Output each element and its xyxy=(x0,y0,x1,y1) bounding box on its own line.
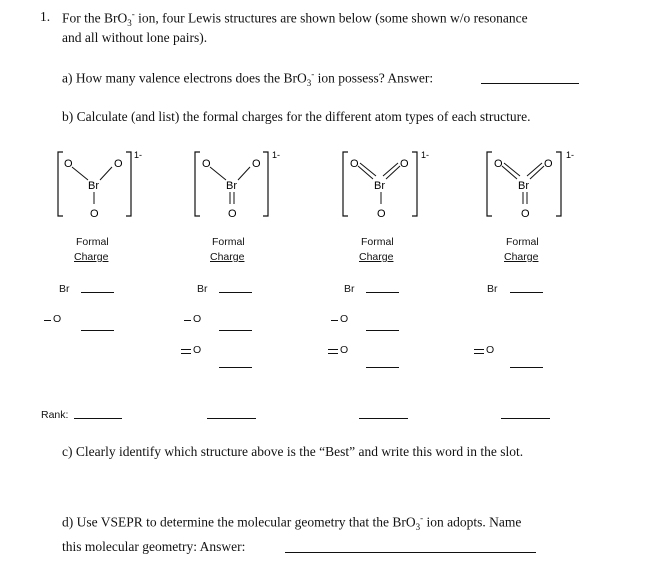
lewis-structure-1 xyxy=(58,150,142,220)
s3-single-bond xyxy=(331,320,338,321)
s2-double-o-blank[interactable] xyxy=(219,367,252,368)
s4-charge: 1- xyxy=(566,150,575,160)
s1-single-o-blank[interactable] xyxy=(81,330,114,331)
s3-o-left: O xyxy=(350,158,359,170)
part-a-answer-blank[interactable] xyxy=(481,83,579,84)
s3-br: Br xyxy=(374,180,385,192)
lewis-structure-3 xyxy=(343,150,429,220)
rank-label: Rank: xyxy=(41,409,69,421)
s4-o-right: O xyxy=(544,158,553,170)
s2-single-o-label: O xyxy=(193,313,202,325)
lewis-structure-2 xyxy=(195,150,280,220)
s4-br-row-label: Br xyxy=(487,283,498,295)
s1-single-o-label: O xyxy=(53,313,62,325)
s2-o-right: O xyxy=(252,158,261,170)
s4-br-blank[interactable] xyxy=(510,292,543,293)
s1-br-row-label: Br xyxy=(59,283,70,295)
part-a-sub: 3 xyxy=(306,78,312,89)
part-d-pre: d) Use VSEPR to determine the molecular geometry that the BrO xyxy=(62,514,416,530)
s2-charge-label: Charge xyxy=(210,251,245,263)
s3-charge: 1- xyxy=(421,150,430,160)
s1-o-right: O xyxy=(114,158,123,170)
part-c-question: c) Clearly identify which structure above is the “Best” and write this word in the slot. xyxy=(62,444,524,459)
s2-o-left: O xyxy=(202,158,211,170)
s2-double-bond-a xyxy=(181,349,191,350)
intro-post: ion, four Lewis structures are shown below (some shown w/o resonance xyxy=(134,10,528,26)
s1-rank-blank[interactable] xyxy=(74,418,122,419)
s2-br-blank[interactable] xyxy=(219,292,252,293)
s2-rank-blank[interactable] xyxy=(207,418,256,419)
s2-double-o-label: O xyxy=(193,344,202,356)
s3-br-row-label: Br xyxy=(344,283,355,295)
part-d-question-line1 xyxy=(62,513,521,532)
s4-double-o-blank[interactable] xyxy=(510,367,543,368)
part-d-sup: - xyxy=(420,513,424,523)
s4-formal: Formal xyxy=(506,236,539,248)
intro-sub: 3 xyxy=(127,18,132,29)
s3-formal: Formal xyxy=(361,236,394,248)
s4-o-left: O xyxy=(494,158,503,170)
s2-o-bottom: O xyxy=(228,208,237,220)
s2-br: Br xyxy=(226,180,237,192)
s1-br-blank[interactable] xyxy=(81,292,114,293)
s3-charge-label: Charge xyxy=(359,251,394,263)
s3-single-o-label: O xyxy=(340,313,349,325)
s4-br: Br xyxy=(518,180,529,192)
lewis-structure-4 xyxy=(487,150,574,220)
s2-charge: 1- xyxy=(272,150,281,160)
s3-o-bottom: O xyxy=(377,208,386,220)
s3-double-o-label: O xyxy=(340,344,349,356)
s3-double-bond-b xyxy=(328,353,338,354)
s2-double-bond-b xyxy=(181,353,191,354)
part-a-question xyxy=(62,69,433,88)
s4-o-bottom: O xyxy=(521,208,530,220)
s2-single-o-blank[interactable] xyxy=(219,330,252,331)
s1-o-left: O xyxy=(64,158,73,170)
s4-charge-label: Charge xyxy=(504,251,539,263)
s1-charge: 1- xyxy=(134,150,143,160)
s4-double-bond-a xyxy=(474,349,484,350)
s4-double-o-label: O xyxy=(486,344,495,356)
intro-sup: - xyxy=(131,9,135,19)
s3-o-right: O xyxy=(400,158,409,170)
s1-o-bottom: O xyxy=(90,208,99,220)
part-d-question-line2: this molecular geometry: Answer: xyxy=(62,539,246,554)
intro-pre: For the BrO xyxy=(62,10,128,26)
s3-single-o-blank[interactable] xyxy=(366,330,399,331)
s3-double-o-blank[interactable] xyxy=(366,367,399,368)
part-d-answer-blank[interactable] xyxy=(285,552,536,553)
part-d-sub: 3 xyxy=(415,522,421,533)
s3-rank-blank[interactable] xyxy=(359,418,408,419)
s1-br: Br xyxy=(88,180,99,192)
s3-br-blank[interactable] xyxy=(366,292,399,293)
s4-double-bond-b xyxy=(474,353,484,354)
question-number: 1. xyxy=(40,9,51,24)
s4-rank-blank[interactable] xyxy=(501,418,550,419)
s2-single-bond xyxy=(184,320,191,321)
s2-br-row-label: Br xyxy=(197,283,208,295)
part-a-post: ion possess? Answer: xyxy=(314,70,434,86)
part-a-pre: a) How many valence electrons does the BrO xyxy=(62,70,307,86)
s1-formal: Formal xyxy=(76,236,109,248)
part-d-post: ion adopts. Name xyxy=(423,514,522,530)
s1-single-bond xyxy=(44,320,51,321)
part-a-sup: - xyxy=(311,69,315,79)
s2-formal: Formal xyxy=(212,236,245,248)
s1-charge-label: Charge xyxy=(74,251,109,263)
s3-double-bond-a xyxy=(328,349,338,350)
question-intro-line2: and all without lone pairs). xyxy=(62,30,208,45)
question-intro-line1 xyxy=(62,9,528,28)
part-b-question: b) Calculate (and list) the formal charges for the different atom types of each structure. xyxy=(62,109,531,124)
